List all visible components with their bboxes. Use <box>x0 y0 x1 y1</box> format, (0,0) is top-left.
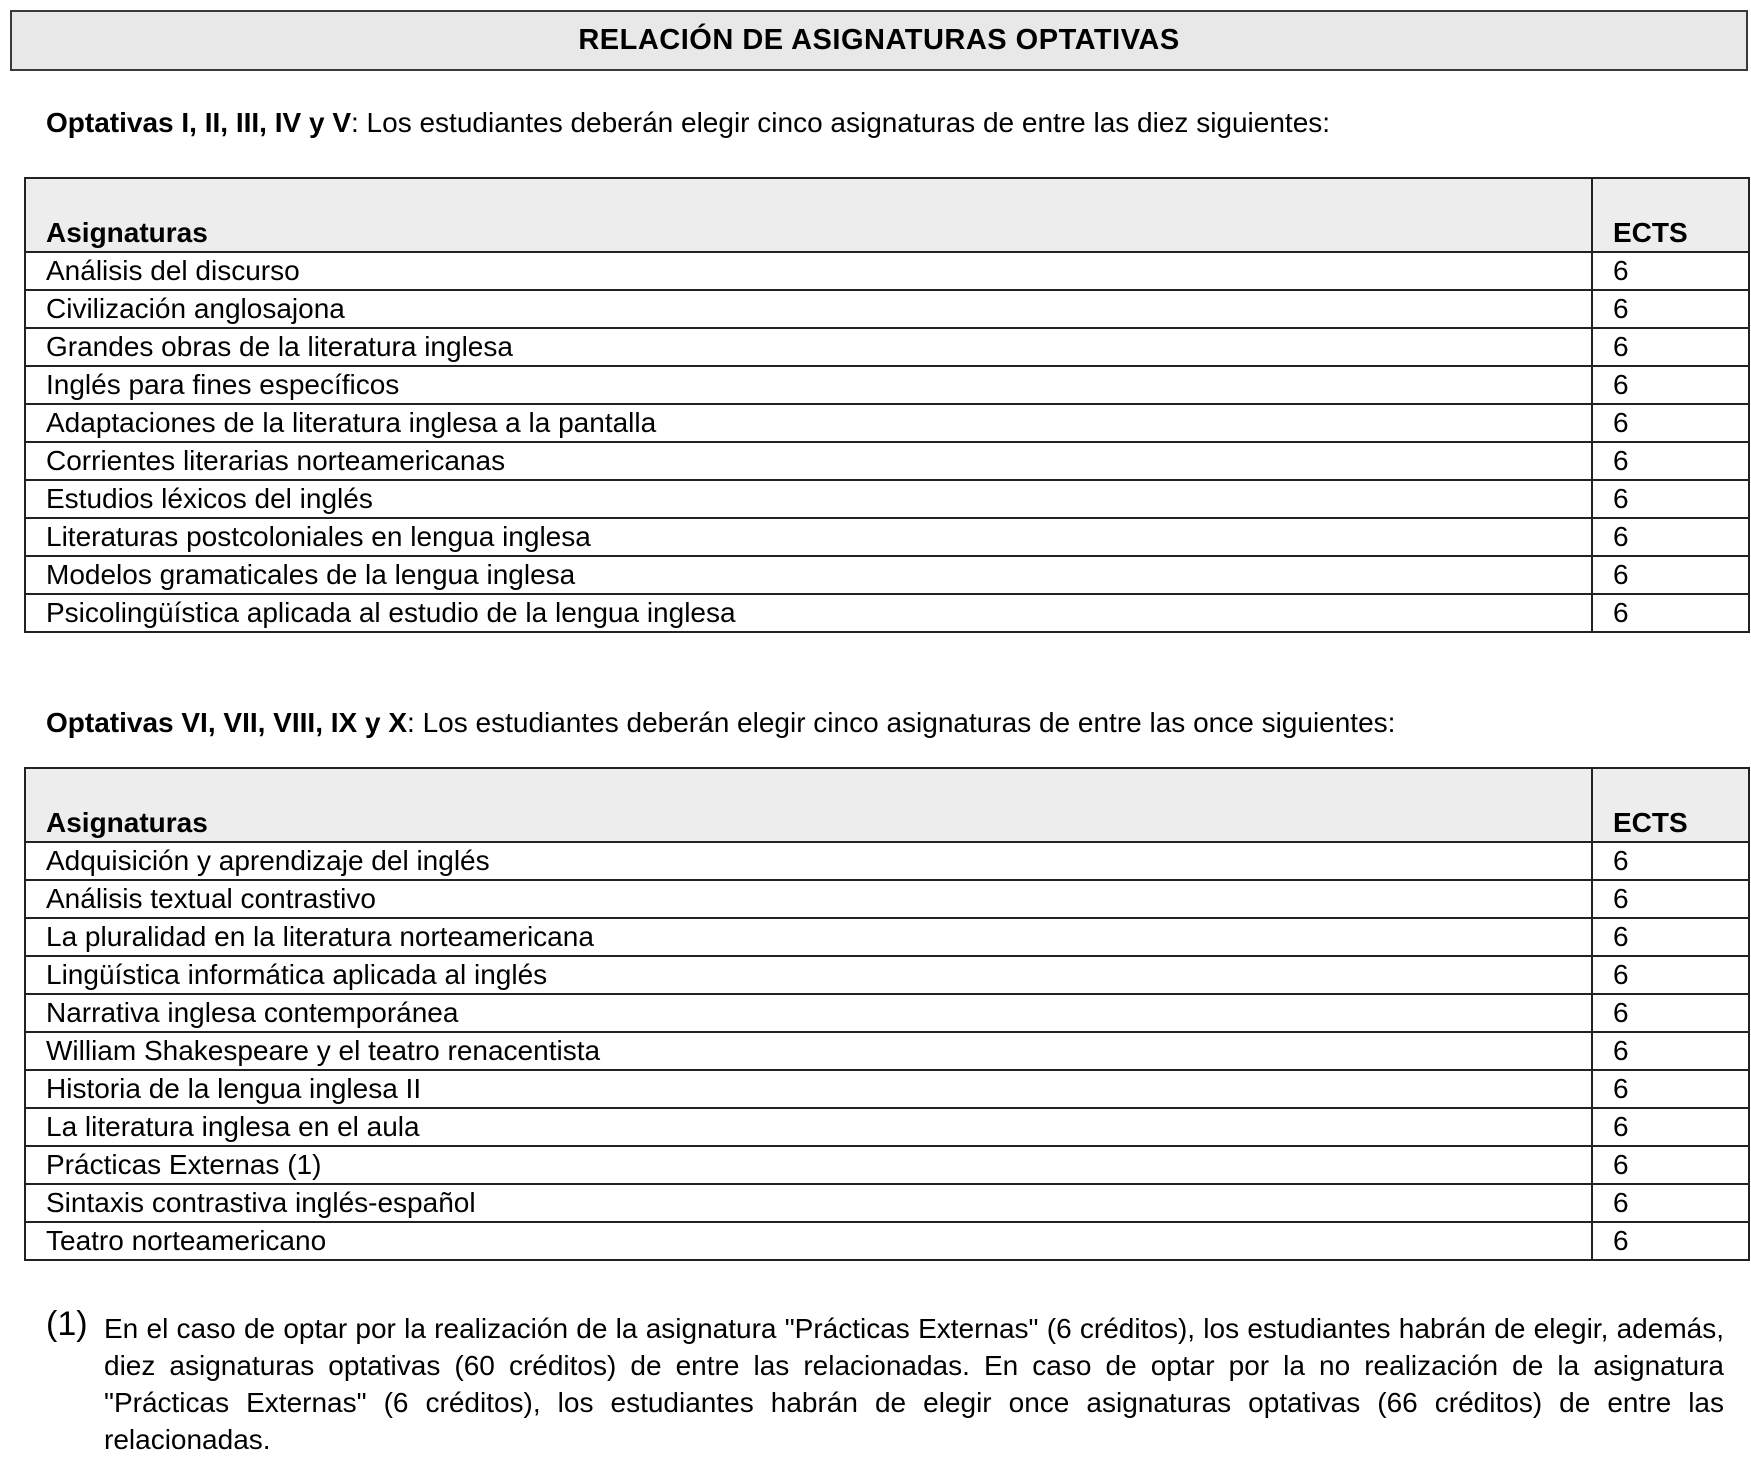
subject-name: Análisis textual contrastivo <box>25 880 1592 918</box>
group2-table <box>24 767 1750 1261</box>
table-row <box>25 442 1749 480</box>
group2-table-body <box>25 842 1749 1260</box>
table-row <box>25 880 1749 918</box>
subject-ects: 6 <box>1592 842 1749 880</box>
subject-ects: 6 <box>1592 252 1749 290</box>
subject-ects: 6 <box>1592 594 1749 632</box>
table-row <box>25 918 1749 956</box>
group2-intro <box>46 706 1395 740</box>
table-row <box>25 1222 1749 1260</box>
table-row <box>25 290 1749 328</box>
subject-name: Grandes obras de la literatura inglesa <box>25 328 1592 366</box>
subject-name: Literaturas postcoloniales en lengua inglesa <box>25 518 1592 556</box>
subject-name: Adquisición y aprendizaje del inglés <box>25 842 1592 880</box>
subject-name: Corrientes literarias norteamericanas <box>25 442 1592 480</box>
table-row <box>25 842 1749 880</box>
column-header-subject: Asignaturas <box>25 768 1592 842</box>
subject-name: Civilización anglosajona <box>25 290 1592 328</box>
table-header-row <box>25 768 1749 842</box>
subject-ects: 6 <box>1592 880 1749 918</box>
subject-name: Estudios léxicos del inglés <box>25 480 1592 518</box>
group1-table-body <box>25 252 1749 632</box>
subject-ects: 6 <box>1592 1146 1749 1184</box>
table-row <box>25 1146 1749 1184</box>
table-row <box>25 404 1749 442</box>
table-row <box>25 1108 1749 1146</box>
page-title: RELACIÓN DE ASIGNATURAS OPTATIVAS <box>10 10 1748 71</box>
group1-intro-bold: Optativas I, II, III, IV y V <box>46 107 351 138</box>
subject-ects: 6 <box>1592 328 1749 366</box>
table-header-row <box>25 178 1749 252</box>
group1-intro-text: : Los estudiantes deberán elegir cinco asignaturas de entre las diez siguientes: <box>351 107 1331 138</box>
table-row <box>25 1070 1749 1108</box>
table-row <box>25 556 1749 594</box>
subject-ects: 6 <box>1592 918 1749 956</box>
table-row <box>25 366 1749 404</box>
subject-name: La literatura inglesa en el aula <box>25 1108 1592 1146</box>
table-row <box>25 252 1749 290</box>
footnote <box>46 1305 1724 1458</box>
table-row <box>25 994 1749 1032</box>
footnote-marker: (1) <box>46 1305 88 1343</box>
subject-ects: 6 <box>1592 518 1749 556</box>
subject-name: Narrativa inglesa contemporánea <box>25 994 1592 1032</box>
subject-ects: 6 <box>1592 1222 1749 1260</box>
subject-name: Inglés para fines específicos <box>25 366 1592 404</box>
subject-ects: 6 <box>1592 1032 1749 1070</box>
subject-name: Teatro norteamericano <box>25 1222 1592 1260</box>
footnote-text: En el caso de optar por la realización de la asignatura "Prácticas Externas" (6 créditos), los estudiantes habrán de elegir, además, diez asignaturas optativas (60 créditos) de entre las relacionadas. En caso de optar por la no realización de la asignatura "Prácticas Externas" (6 créditos), los estudiantes habrán de elegir once asignaturas optativas (66 créditos) de entre las relacionadas. <box>104 1313 1724 1455</box>
subject-name: Prácticas Externas (1) <box>25 1146 1592 1184</box>
subject-ects: 6 <box>1592 480 1749 518</box>
subject-name: La pluralidad en la literatura norteamericana <box>25 918 1592 956</box>
subject-name: Análisis del discurso <box>25 252 1592 290</box>
group2-intro-text: : Los estudiantes deberán elegir cinco asignaturas de entre las once siguientes: <box>407 707 1396 738</box>
subject-ects: 6 <box>1592 366 1749 404</box>
table-row <box>25 328 1749 366</box>
group2-intro-bold: Optativas VI, VII, VIII, IX y X <box>46 707 408 738</box>
subject-name: Psicolingüística aplicada al estudio de la lengua inglesa <box>25 594 1592 632</box>
table-row <box>25 518 1749 556</box>
subject-name: Adaptaciones de la literatura inglesa a la pantalla <box>25 404 1592 442</box>
subject-name: Lingüística informática aplicada al inglés <box>25 956 1592 994</box>
subject-name: Historia de la lengua inglesa II <box>25 1070 1592 1108</box>
subject-ects: 6 <box>1592 1070 1749 1108</box>
subject-ects: 6 <box>1592 404 1749 442</box>
table-row <box>25 480 1749 518</box>
table-row <box>25 956 1749 994</box>
table-row <box>25 594 1749 632</box>
column-header-ects: ECTS <box>1592 178 1749 252</box>
subject-ects: 6 <box>1592 1108 1749 1146</box>
subject-ects: 6 <box>1592 994 1749 1032</box>
subject-ects: 6 <box>1592 956 1749 994</box>
subject-ects: 6 <box>1592 290 1749 328</box>
table-row <box>25 1032 1749 1070</box>
subject-ects: 6 <box>1592 1184 1749 1222</box>
group1-table <box>24 177 1750 633</box>
subject-name: Sintaxis contrastiva inglés-español <box>25 1184 1592 1222</box>
group1-intro <box>46 106 1330 140</box>
subject-name: Modelos gramaticales de la lengua inglesa <box>25 556 1592 594</box>
subject-ects: 6 <box>1592 442 1749 480</box>
subject-ects: 6 <box>1592 556 1749 594</box>
column-header-ects: ECTS <box>1592 768 1749 842</box>
table-row <box>25 1184 1749 1222</box>
subject-name: William Shakespeare y el teatro renacentista <box>25 1032 1592 1070</box>
column-header-subject: Asignaturas <box>25 178 1592 252</box>
